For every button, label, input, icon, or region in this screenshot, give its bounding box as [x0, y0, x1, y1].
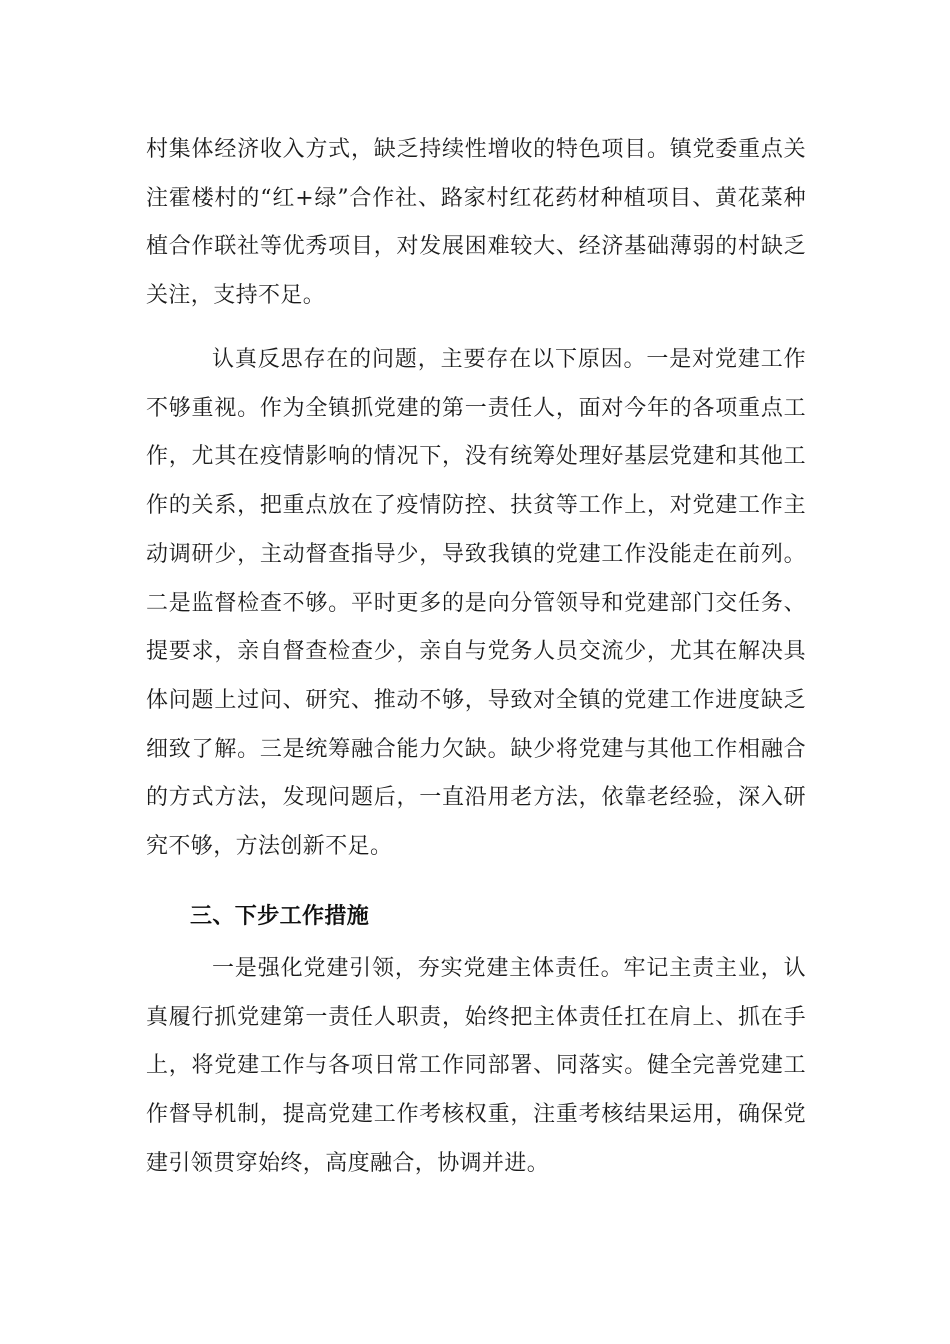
section-heading-next-steps: 三、下步工作措施: [190, 904, 370, 929]
paragraph-strengthen-leadership: 一是强化党建引领，夯实党建主体责任。牢记主责主业，认真履行抓党建第一责任人职责，始终把主体责任扛在肩上、抓在手上，将党建工作与各项日常工作同部署、同落实。健全完善党建工作督导机制，提高党建工作考核权重，注重考核结果运用，确保党建引领贯穿始终，高度融合，协调并进。: [146, 956, 806, 1176]
paragraph-village-economy: 村集体经济收入方式，缺乏持续性增收的特色项目。镇党委重点关注霍楼村的“红+绿”合作社、路家村红花药材种植项目、黄花菜种植合作联社等优秀项目，对发展困难较大、经济基础薄弱的村缺乏关注，支持不足。: [146, 137, 806, 309]
paragraph-reflection-causes: 认真反思存在的问题，主要存在以下原因。一是对党建工作不够重视。作为全镇抓党建的第一责任人，面对今年的各项重点工作，尤其在疫情影响的情况下，没有统筹处理好基层党建和其他工作的关系，把重点放在了疫情防控、扶贫等工作上，对党建工作主动调研少，主动督查指导少，导致我镇的党建工作没能走在前列。二是监督检查不够。平时更多的是向分管领导和党建部门交任务、提要求，亲自督查检查少，亲自与党务人员交流少，尤其在解决具体问题上过问、研究、推动不够，导致对全镇的党建工作进度缺乏细致了解。三是统筹融合能力欠缺。缺少将党建与其他工作相融合的方式方法，发现问题后，一直沿用老方法，依靠老经验，深入研究不够，方法创新不足。: [146, 347, 806, 860]
